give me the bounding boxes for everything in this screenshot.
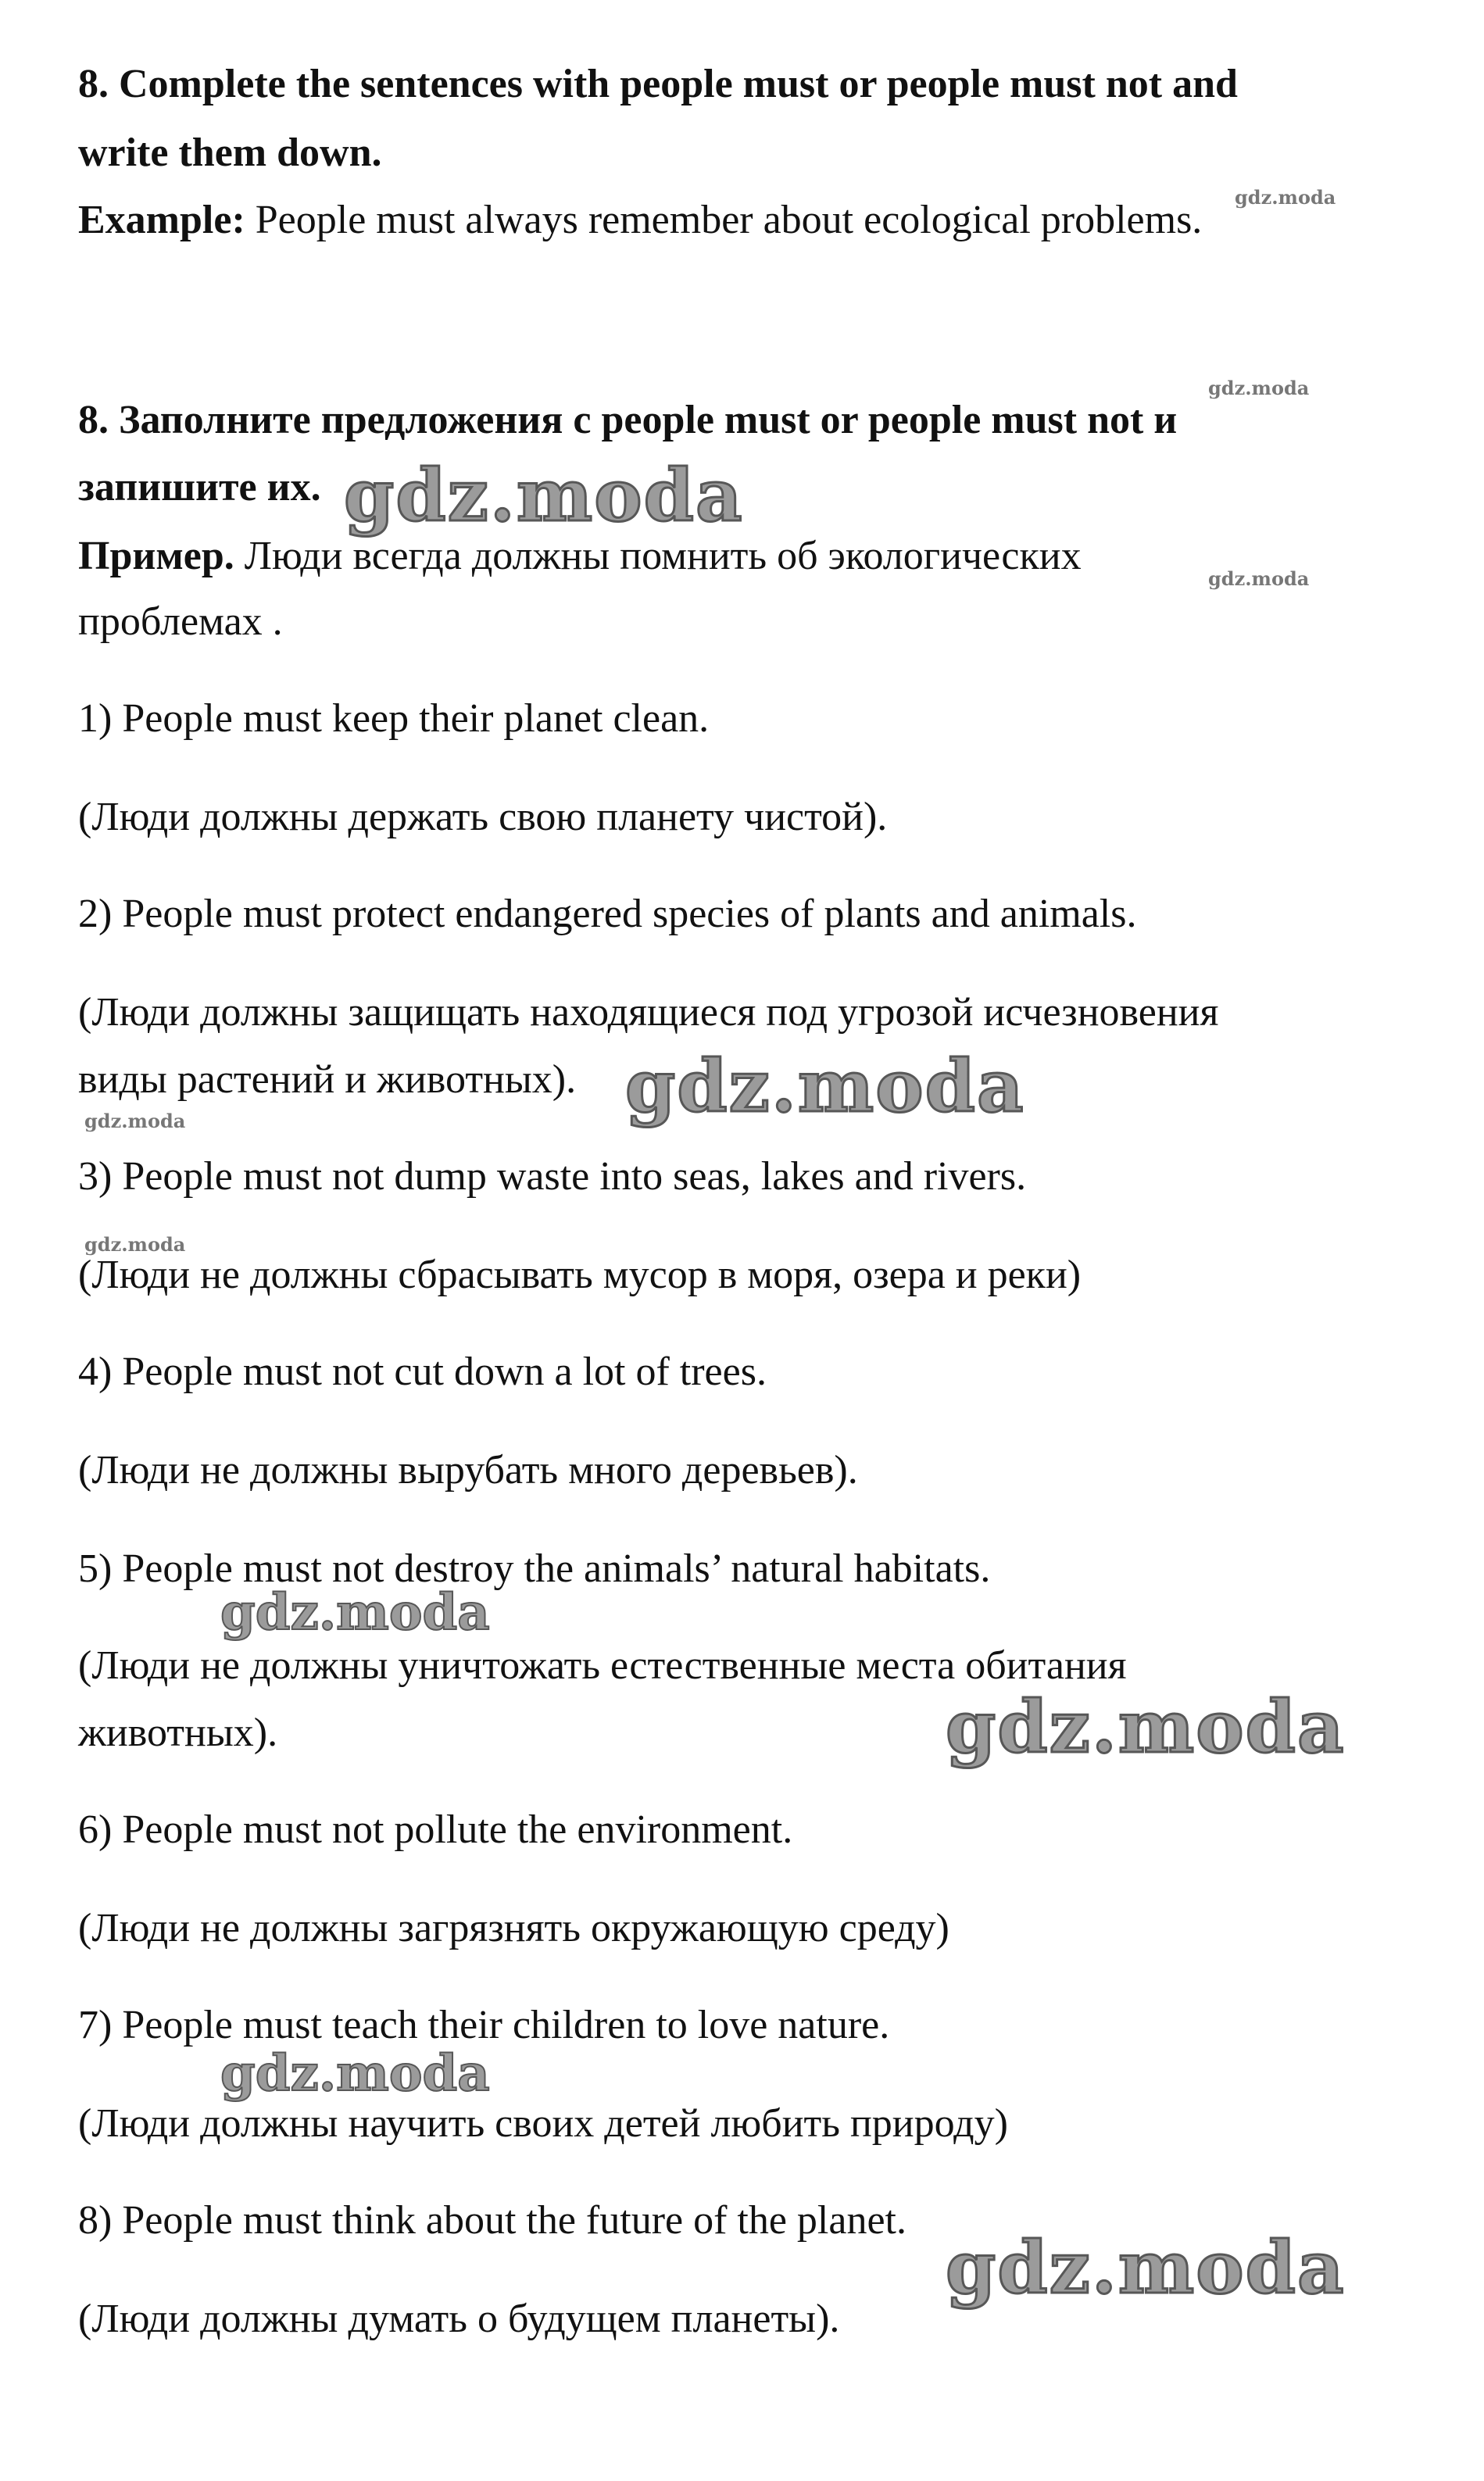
task-title-en-line1: 8. Complete the sentences with people must or people must not and: [78, 62, 1238, 106]
watermark-small: gdz.moda: [1208, 567, 1310, 590]
answer-line: 2) People must protect endangered species of plants and animals.: [78, 892, 1137, 936]
answer-line: 7) People must teach their children to love nature.: [78, 2003, 890, 2047]
answer-line: (Люди не должны вырубать много деревьев).: [78, 1448, 858, 1493]
answer-line: (Люди должны думать о будущем планеты).: [78, 2297, 840, 2341]
answer-line: 3) People must not dump waste into seas, lakes and rivers.: [78, 1154, 1027, 1199]
watermark-small: gdz.moda: [1235, 186, 1336, 209]
watermark-small: gdz.moda: [1208, 377, 1310, 399]
answer-line: (Люди не должны сбрасывать мусор в моря, озера и реки): [78, 1253, 1082, 1297]
answer-line: 4) People must not cut down a lot of trees.: [78, 1350, 767, 1394]
watermark-large: gdz.moda: [946, 2225, 1346, 2310]
answer-line: (Люди не должны уничтожать естественные места обитания: [78, 1643, 1127, 1688]
answer-line: (Люди должны защищать находящиеся под угрозой исчезновения: [78, 990, 1219, 1035]
watermark-small: gdz.moda: [84, 1110, 186, 1132]
answer-line: животных).: [78, 1711, 278, 1755]
answer-line: 5) People must not destroy the animals’ natural habitats.: [78, 1546, 991, 1591]
watermark-large: gdz.moda: [344, 453, 744, 538]
watermark-large: gdz.moda: [946, 1685, 1346, 1769]
watermark-medium: gdz.moda: [220, 1583, 490, 1642]
example-ru-text: Люди всегда должны помнить об экологических: [234, 534, 1082, 578]
watermark-large: gdz.moda: [625, 1044, 1025, 1128]
task-title-ru-line2: запишите их.: [78, 465, 321, 509]
example-ru-label: Пример.: [78, 534, 234, 578]
task-title-en-line2: write them down.: [78, 130, 382, 175]
watermark-medium: gdz.moda: [220, 2044, 490, 2103]
example-en-label: Example:: [78, 198, 245, 242]
example-en: [78, 195, 1202, 245]
answer-line: (Люди не должны загрязнять окружающую среду): [78, 1906, 949, 1950]
watermark-small: gdz.moda: [84, 1233, 186, 1256]
example-ru: [78, 531, 1082, 581]
answer-line: 8) People must think about the future of the planet.: [78, 2198, 906, 2243]
task-title-ru-line1: 8. Заполните предложения с people must or people must not и: [78, 398, 1178, 442]
example-en-text: People must always remember about ecological problems.: [245, 198, 1203, 242]
answer-line: 1) People must keep their planet clean.: [78, 696, 710, 741]
answer-line: (Люди должны научить своих детей любить природу): [78, 2101, 1008, 2146]
answer-line: (Люди должны держать свою планету чистой).: [78, 795, 888, 839]
answer-line: 6) People must not pollute the environment.: [78, 1807, 793, 1852]
example-ru-line2: проблемах .: [78, 599, 283, 644]
answer-line: виды растений и животных).: [78, 1057, 577, 1102]
